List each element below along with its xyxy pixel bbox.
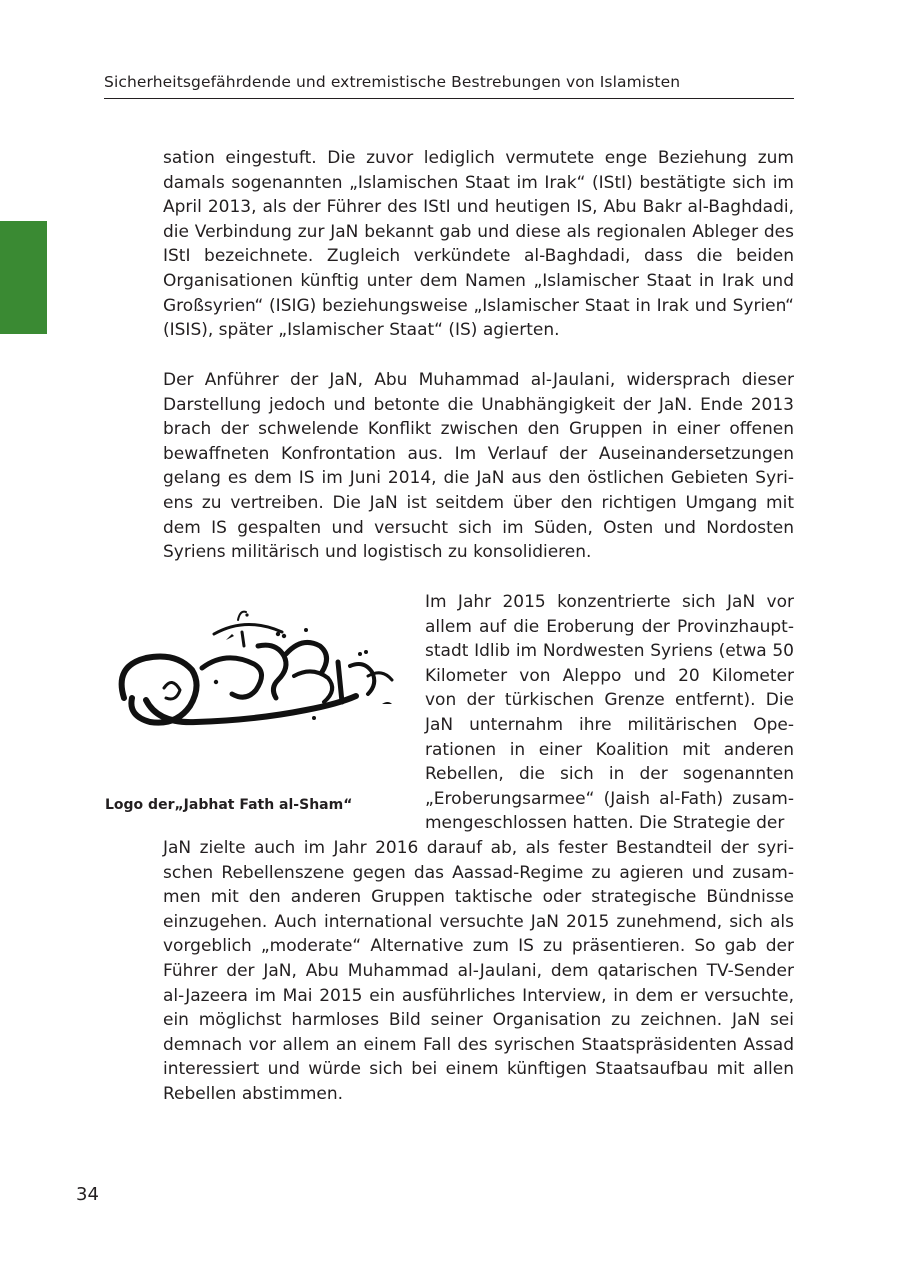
body-paragraph-3: Im Jahr 2015 konzentrierte sich JaN vor allem auf die Eroberung der Provinzhauptstadt Idlib im Nordwesten Syriens (etwa 50 Kilometer von Aleppo und 20 Kilometer von der türkischen Grenze entfernt). Die JaN unternahm ihre militärischen Operationen in einer Koalition mit anderen Rebellen, die sich in der sogenannten „Eroberungsarmee“ (Jaish al-Fath) zusammengeschlossen hatten. Die Strategie der — [425, 592, 794, 834]
header-divider — [104, 98, 794, 99]
page-number: 34 — [76, 1184, 99, 1205]
jabhat-fath-al-sham-logo — [106, 606, 404, 746]
figure-caption: Logo der„Jabhat Fath al-Sham“ — [105, 797, 353, 813]
body-paragraph-4: JaN zielte auch im Jahr 2016 darauf ab, als fester Bestandteil der syrischen Rebellenszene gegen das Aassad-Regime zu agieren und zusammen mit den anderen Gruppen taktische oder strategische Bündnisse einzugehen. Auch international versuchte JaN 2015 zunehmend, sich als vorgeblich „moderate“ Alternative zum IS zu präsentieren. So gab der Führer der JaN, Abu Muhammad al-Jaulani, dem qatarischen TV-Sender al-Jazeera im Mai 2015 ein ausführliches Interview, in dem er versuchte, ein möglichst harmloses Bild seiner Organisation zu zeichnen. JaN sei demnach vor allem an einem Fall des syrischen Staatspräsidenten Assad interessiert und würde sich bei einem künftigen Staatsaufbau mit allen Rebellen abstimmen. — [163, 838, 794, 1104]
arabic-calligraphy-logo-icon — [106, 606, 404, 746]
body-paragraph-2: Der Anführer der JaN, Abu Muhammad al-Jaulani, widersprach dieser Darstellung jedoch und betonte die Unabhängigkeit der JaN. Ende 2013 brach der schwelende Konflikt zwischen den Gruppen in einer offenen bewaffneten Konfrontation aus. Im Verlauf der Auseinandersetzungen gelang es dem IS im Juni 2014, die JaN aus den östlichen Gebieten Syriens zu vertreiben. Die JaN ist seitdem über den richtigen Umgang mit dem IS gespalten und versucht sich im Süden, Osten und Nordosten Syriens militärisch und logistisch zu konsolidieren. — [163, 370, 794, 563]
chapter-tab-marker — [0, 221, 47, 334]
running-header: Sicherheitsgefährdende und extremistische Bestrebungen von Islamisten — [104, 73, 681, 91]
body-paragraph-1: sation eingestuft. Die zuvor lediglich vermutete enge Beziehung zum damals sogenannten „Islamischen Staat im Irak“ (IStI) bestätigte sich im April 2013, als der Führer des IStI und heutigen IS, Abu Bakr al-Baghdadi, die Verbindung zur JaN bekannt gab und diese als regionalen Ableger des IStI bezeichnete. Zugleich verkündete al-Baghdadi, dass die beiden Organisationen künftig unter dem Namen „Islamischer Staat in Irak und Großsyrien“ (ISIG) beziehungsweise „Islamischer Staat in Irak und Syrien“ (ISIS), später „Islamischer Staat“ (IS) agierten. — [163, 148, 794, 341]
